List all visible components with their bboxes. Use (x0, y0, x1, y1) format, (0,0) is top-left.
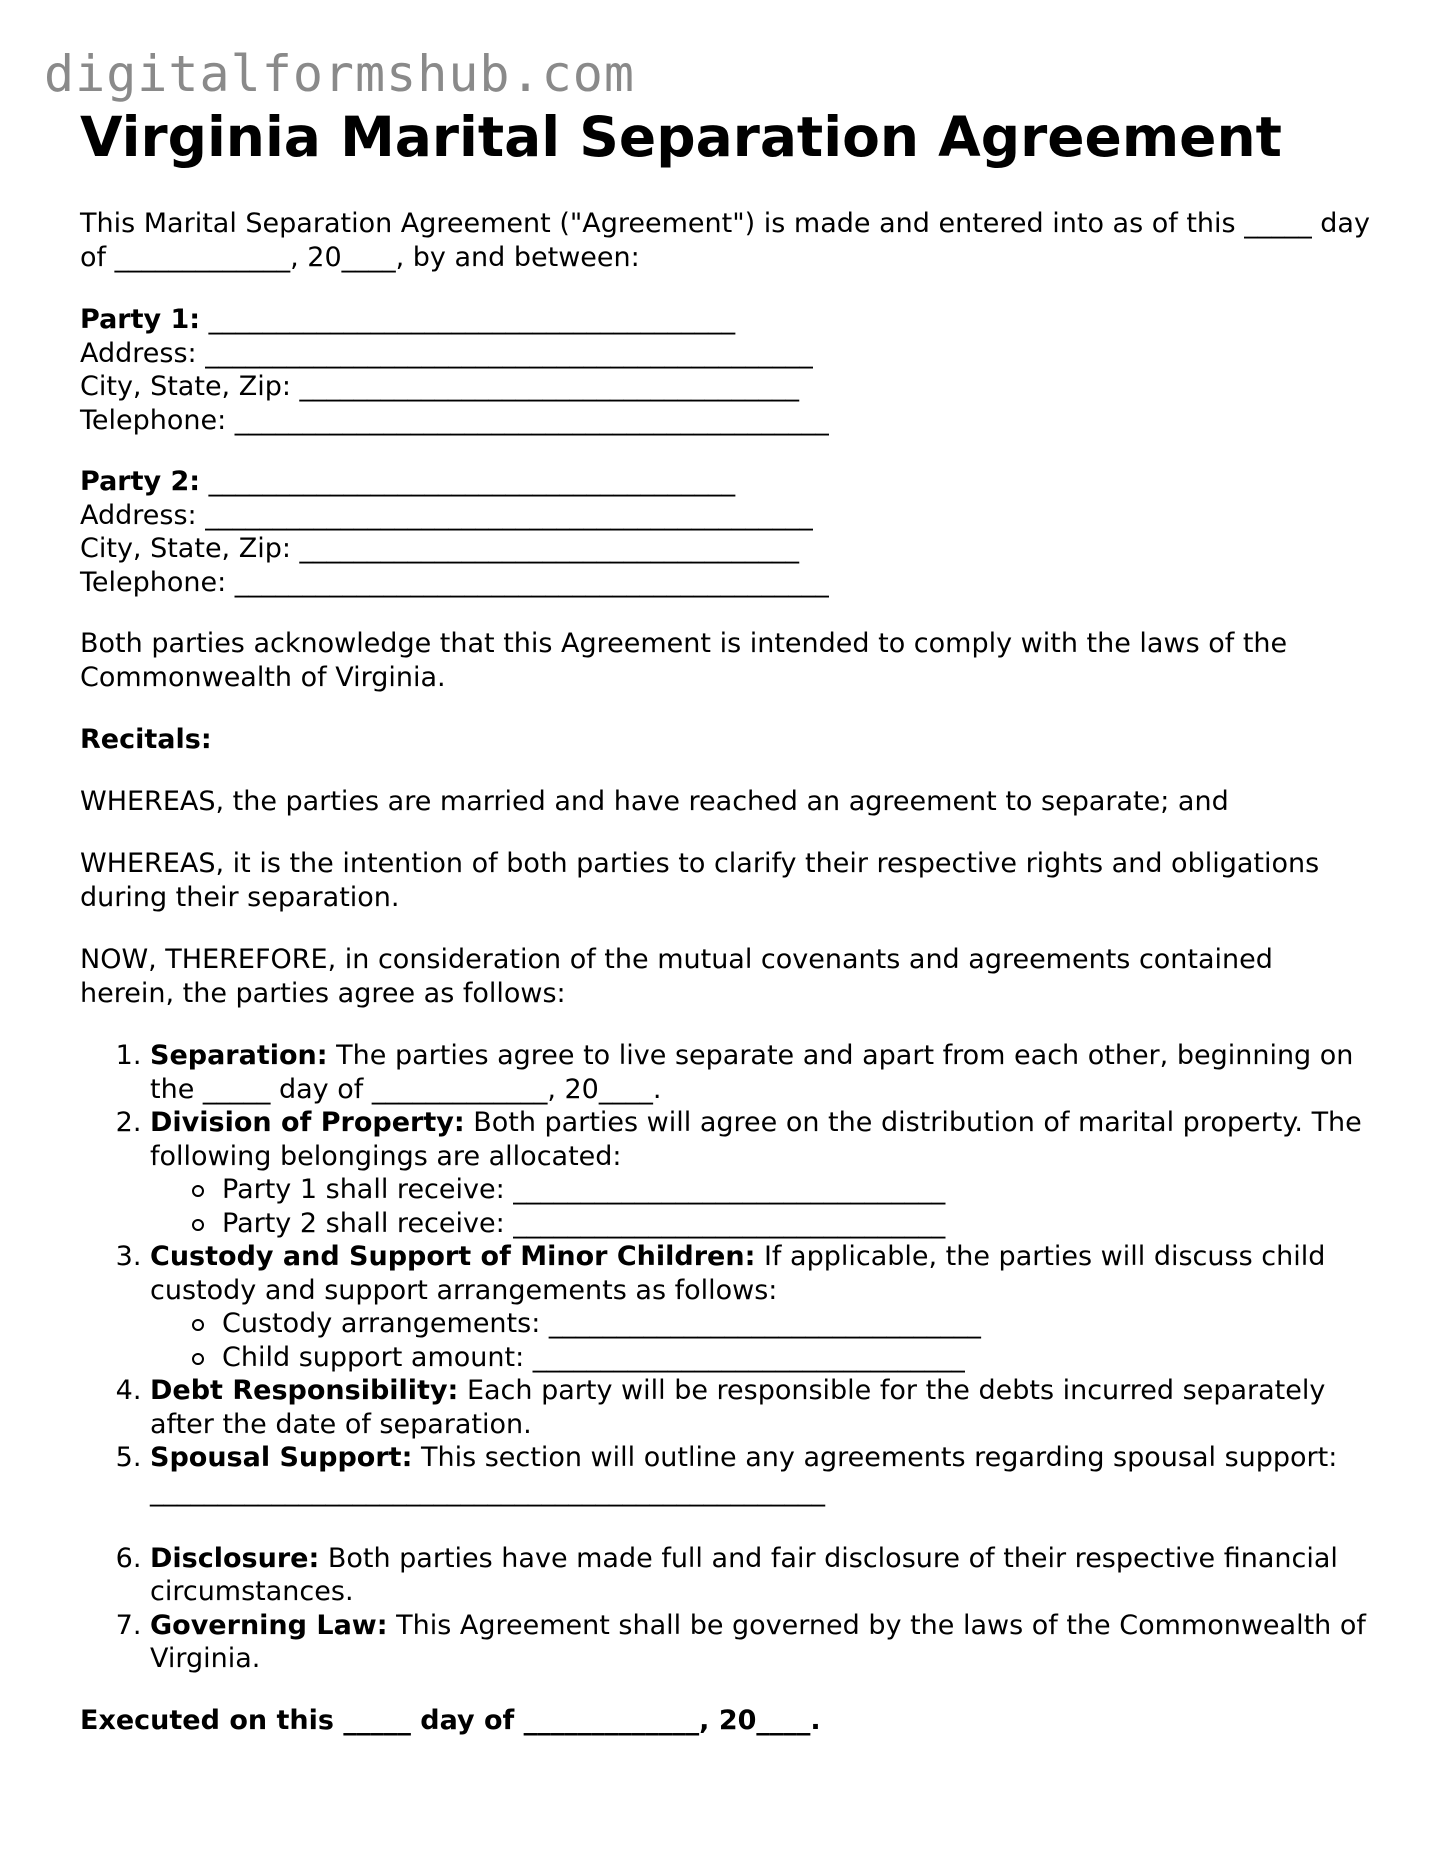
therefore-paragraph: NOW, THEREFORE, in consideration of the mutual covenants and agreements contained herein, the parties agree as follows: (80, 944, 1273, 1009)
term-title: Division of Property: (150, 1107, 465, 1138)
party-1-block (80, 303, 1370, 437)
term-text: If applicable, the parties will discuss child custody and support arrangements as follows: (150, 1241, 1326, 1306)
party-1-name-line (80, 303, 1370, 337)
recitals-heading: Recitals: (80, 724, 212, 755)
term-text: The parties agree to live separate and apart from each other, beginning on the _____ day of _____________, 20____. (150, 1040, 1354, 1105)
sub-list-item: Child support amount: ________________________________ (222, 1341, 1370, 1375)
party-1-label: Party 1: (80, 304, 201, 335)
term-text: This Agreement shall be governed by the laws of the Commonwealth of Virginia. (150, 1609, 1366, 1674)
sub-list-item: Custody arrangements: ________________________________ (222, 1307, 1370, 1341)
term-title: Custody and Support of Minor Children: (150, 1241, 756, 1272)
whereas-paragraph-2: WHEREAS, it is the intention of both parties to clarify their respective rights and obligations during their separation. (80, 848, 1320, 913)
term-item-division-of-property (150, 1106, 1370, 1240)
party-1-name-blank: _______________________________________ (200, 304, 736, 335)
term-title: Governing Law: (150, 1609, 388, 1641)
term-item-governing-law (150, 1609, 1370, 1676)
terms-list (80, 1039, 1370, 1676)
sub-list-item: Party 2 shall receive: ________________________________ (222, 1207, 1370, 1241)
term-item-debt-responsibility (150, 1374, 1370, 1441)
executed-line: Executed on this _____ day of _____________, 20____. (80, 1704, 821, 1736)
sub-list-item: Party 1 shall receive: ________________________________ (222, 1173, 1370, 1207)
party-2-name-line (80, 465, 1370, 499)
document-page (80, 100, 1370, 1738)
party-1-telephone: Telephone: ____________________________________________ (80, 404, 829, 436)
party-1-address: Address: _____________________________________________ (80, 337, 813, 369)
custody-sub-list (150, 1307, 1370, 1374)
property-sub-list (150, 1173, 1370, 1240)
term-title: Disclosure: (150, 1542, 320, 1574)
term-item-disclosure (150, 1542, 1370, 1609)
term-title: Debt Responsibility: (150, 1375, 459, 1406)
intro-paragraph: This Marital Separation Agreement ("Agreement") is made and entered into as of this _____ day of _____________, 20____, by and between: (80, 208, 1370, 273)
watermark-text: digitalformshub.com (44, 45, 635, 103)
party-2-block (80, 465, 1370, 599)
party-1-city-state-zip: City, State, Zip: _____________________________________ (80, 371, 800, 402)
term-text: Both parties will agree on the distribution of marital property. The following belongings are allocated: (150, 1107, 1362, 1172)
term-text: Each party will be responsible for the debts incurred separately after the date of separation. (150, 1375, 1326, 1440)
term-text: This section will outline any agreements regarding spousal support: (412, 1442, 1338, 1473)
acknowledgement-paragraph: Both parties acknowledge that this Agreement is intended to comply with the laws of the Commonwealth of Virginia. (80, 628, 1288, 693)
term-text: Both parties have made full and fair disclosure of their respective financial circumstances. (150, 1542, 1338, 1607)
term-title: Spousal Support: (150, 1442, 413, 1473)
document-title: Virginia Marital Separation Agreement (80, 105, 1282, 169)
term-title: Separation: (150, 1040, 328, 1071)
party-2-label: Party 2: (80, 466, 201, 497)
term-item-spousal-support (150, 1441, 1370, 1542)
spousal-support-blank: __________________________________________________ (150, 1475, 825, 1507)
term-item-separation (150, 1039, 1370, 1106)
party-2-telephone: Telephone: ____________________________________________ (80, 566, 829, 598)
party-2-city-state-zip: City, State, Zip: _____________________________________ (80, 533, 800, 564)
term-item-custody-support (150, 1240, 1370, 1374)
party-2-address: Address: _____________________________________________ (80, 499, 813, 531)
party-2-name-blank: _______________________________________ (200, 466, 736, 497)
whereas-paragraph-1: WHEREAS, the parties are married and have reached an agreement to separate; and (80, 786, 1229, 817)
